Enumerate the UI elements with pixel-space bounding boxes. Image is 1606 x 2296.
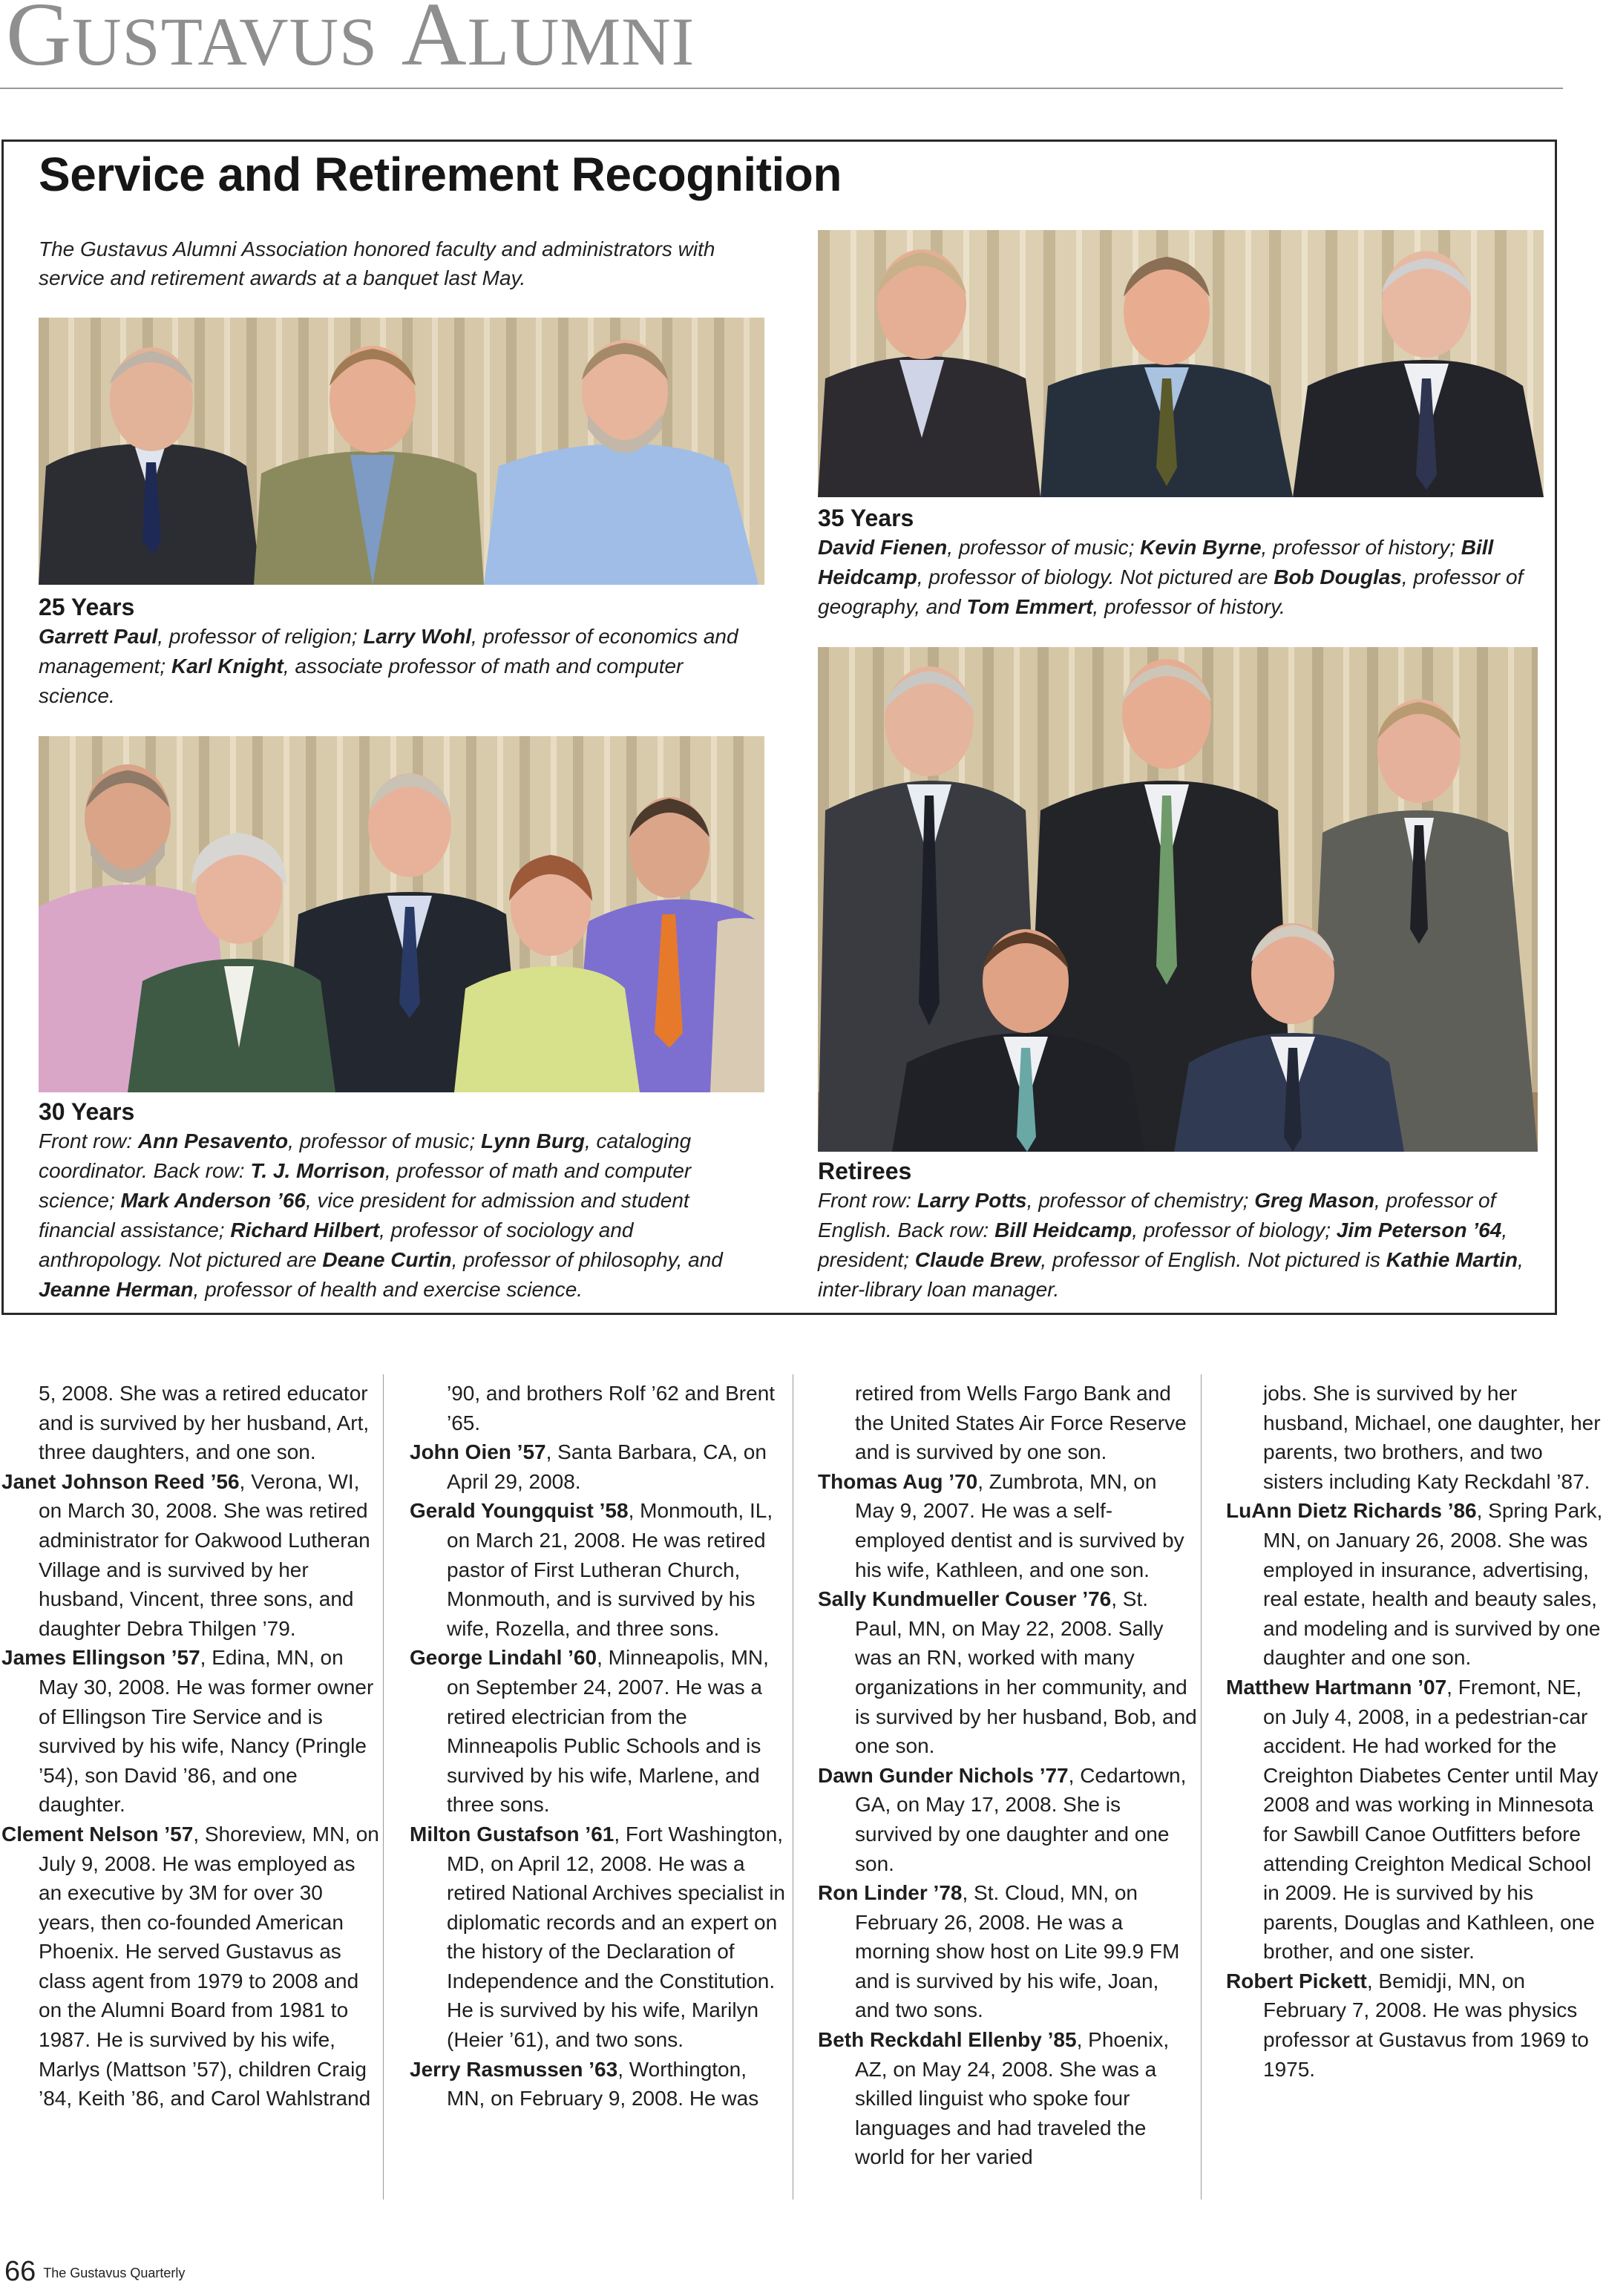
photo-25-years <box>39 318 764 585</box>
obituary-continuation: ’90, and brothers Rolf ’62 and Brent ’65. <box>447 1382 776 1434</box>
masthead-rule <box>0 88 1563 89</box>
obituary-entry <box>1226 1673 1606 1967</box>
honoree-name: Garrett Paul <box>39 625 158 648</box>
photo-35-years <box>818 230 1544 497</box>
caption-run: , professor of English. Not pictured is <box>1040 1248 1386 1271</box>
obituary-entry <box>410 1496 790 1643</box>
page-number: 66 <box>4 2256 36 2287</box>
obituary-name: Dawn Gunder Nichols ’77 <box>818 1763 1069 1787</box>
honoree-name: Bob Douglas <box>1274 565 1402 588</box>
caption-heading: Retirees <box>818 1158 912 1184</box>
obituary-name: Thomas Aug ’70 <box>818 1469 978 1493</box>
obituary-text: , Bemidji, MN, on February 7, 2008. He was physics professor at Gustavus from 1969 to 1975. <box>1263 1969 1589 2081</box>
obituary-text: , St. Paul, MN, on May 22, 2008. Sally was an RN, worked with many organizations in her community, and is survived by her husband, Bob, and one son. <box>855 1587 1197 1758</box>
photo-retirees <box>818 647 1538 1152</box>
obituary-entry <box>1226 1967 1606 2084</box>
masthead-lumni: LUMNI <box>467 4 695 79</box>
obituary-entry <box>818 1467 1198 1584</box>
caption-run: , professor of history; <box>1261 536 1461 559</box>
caption-retirees <box>818 1156 1545 1305</box>
caption-text <box>818 533 1575 622</box>
obituary-entry <box>1 1643 381 1820</box>
obituary-name: Sally Kundmueller Couser ’76 <box>818 1587 1112 1611</box>
obituary-column-4 <box>1226 1379 1606 2084</box>
obituary-name: John Oien ’57 <box>410 1440 546 1464</box>
publication-name: The Gustavus Quarterly <box>43 2266 186 2280</box>
honoree-name: Greg Mason <box>1254 1189 1374 1212</box>
honoree-name: Kevin Byrne <box>1140 536 1262 559</box>
obituary-entry <box>818 1584 1198 1761</box>
obituary-text: , Verona, WI, on March 30, 2008. She was retired administrator for Oakwood Lutheran Village and is survived by her husband, Vincent, three sons, and daughter Debra Thilgen ’79. <box>39 1469 370 1640</box>
column-divider <box>383 1374 384 2200</box>
obituary-text: , Spring Park, MN, on January 26, 2008. She was employed in insurance, advertising, real estate, health and beauty sales, and modeling and is survived by one daughter and one son. <box>1263 1499 1603 1670</box>
caption-run: , inter-library loan manager. <box>818 1248 1524 1301</box>
honoree-name: Claude Brew <box>914 1248 1041 1271</box>
obituary-name: George Lindahl ’60 <box>410 1646 597 1670</box>
obituary-entry <box>410 1820 790 2055</box>
honoree-name: Tom Emmert <box>966 595 1093 618</box>
obituary-text: , Zumbrota, MN, on May 9, 2007. He was a self-employed dentist and is survived by his wife, Kathleen, and one son. <box>855 1469 1184 1581</box>
obituary-entry <box>1226 1496 1606 1673</box>
page-footer <box>4 2256 185 2288</box>
obituary-text: , Santa Barbara, CA, on April 29, 2008. <box>447 1440 767 1493</box>
honoree-name: Kathie Martin <box>1386 1248 1518 1271</box>
caption-text <box>818 1186 1545 1305</box>
caption-30-years <box>39 1097 758 1305</box>
honoree-name: Jim Peterson ’64 <box>1336 1218 1502 1242</box>
column-divider <box>1201 1374 1202 2200</box>
masthead-a: A <box>401 0 468 85</box>
honoree-name: T. J. Morrison <box>250 1159 385 1182</box>
caption-run: , professor of music; <box>947 536 1141 559</box>
obituary-name: Beth Reckdahl Ellenby ’85 <box>818 2028 1077 2052</box>
obituary-entry <box>1 1467 381 1644</box>
photo-30-years <box>39 736 764 1092</box>
honoree-name: Karl Knight <box>171 655 283 678</box>
feature-intro: The Gustavus Alumni Association honored faculty and administrators with service and retirement awards at a banquet last May. <box>39 237 715 289</box>
feature-title: Service and Retirement Recognition <box>39 148 842 201</box>
caption-heading: 30 Years <box>39 1098 135 1125</box>
obituary-text: , Edina, MN, on May 30, 2008. He was former owner of Ellingson Tire Service and is survived by his wife, Nancy (Pringle ’54), son David ’86, and one daughter. <box>39 1646 374 1817</box>
obituary-continuation: retired from Wells Fargo Bank and the United States Air Force Reserve and is survived by one son. <box>855 1382 1187 1464</box>
obituary-entry <box>410 1643 790 1820</box>
obituary-entry <box>410 2055 790 2113</box>
caption-run: , professor of biology. Not pictured are <box>917 565 1274 588</box>
obituary-text: , Monmouth, IL, on March 21, 2008. He was retired pastor of First Lutheran Church, Monmouth, and is survived by his wife, Rozella, and three sons. <box>447 1499 773 1640</box>
caption-run: , vice president for admission and student financial assistance; <box>39 1189 689 1242</box>
caption-run: , professor of health and exercise science. <box>193 1278 583 1301</box>
obituary-name: Ron Linder ’78 <box>818 1881 963 1905</box>
honoree-name: Ann Pesavento <box>137 1129 289 1152</box>
obituary-name: Milton Gustafson ’61 <box>410 1822 614 1846</box>
obituary-name: Jerry Rasmussen ’63 <box>410 2057 618 2081</box>
caption-run: , professor of math and computer science; <box>39 1159 692 1212</box>
honoree-name: Jeanne Herman <box>39 1278 194 1301</box>
obituary-text: , St. Cloud, MN, on February 26, 2008. He was a morning show host on Lite 99.9 FM and is survived by his wife, Joan, and two sons. <box>855 1881 1180 2022</box>
obituary-continuation: jobs. She is survived by her husband, Michael, one daughter, her parents, two brothers, and two sisters including Katy Reckdahl ’87. <box>1263 1382 1601 1493</box>
honoree-name: Richard Hilbert <box>230 1218 380 1242</box>
caption-run: , professor of sociology and anthropology. Not pictured are <box>39 1218 634 1271</box>
honoree-name: David Fienen <box>818 536 948 559</box>
obituary-text: , Cedartown, GA, on May 17, 2008. She is survived by one daughter and one son. <box>855 1763 1187 1875</box>
obituary-name: Matthew Hartmann ’07 <box>1226 1675 1447 1699</box>
obituary-text: , Phoenix, AZ, on May 24, 2008. She was a skilled linguist who spoke four languages and had traveled the world for her varied <box>855 2028 1170 2169</box>
caption-25-years <box>39 592 751 711</box>
caption-text <box>39 1126 758 1305</box>
caption-run: , professor of economics and management; <box>39 625 738 678</box>
obituary-entry <box>818 2025 1198 2172</box>
obituary-name: Gerald Youngquist ’58 <box>410 1499 629 1523</box>
obituary-entry <box>818 1878 1198 2025</box>
obituary-name: LuAnn Dietz Richards ’86 <box>1226 1499 1477 1523</box>
caption-run: , professor of biology; <box>1132 1218 1337 1242</box>
obituary-entry <box>818 1761 1198 1878</box>
honoree-name: Deane Curtin <box>322 1248 452 1271</box>
obituary-name: Janet Johnson Reed ’56 <box>1 1469 240 1493</box>
obituary-text: , Fremont, NE, on July 4, 2008, in a pedestrian-car accident. He had worked for the Creighton Diabetes Center until May 2008 and was working in Minnesota for Sawbill Canoe Outfitters before attending Creighton Medical School in 2009. He is survived by his parents, Douglas and Kathleen, one brother, and one sister. <box>1263 1675 1599 1964</box>
obituary-text: , Minneapolis, MN, on September 24, 2007. He was a retired electrician from the Minneapolis Public Schools and is survived by his wife, Marlene, and three sons. <box>447 1646 769 1817</box>
obituary-entry <box>1 1820 381 2113</box>
caption-run: , professor of history. <box>1092 595 1285 618</box>
caption-run: , professor of chemistry; <box>1026 1189 1255 1212</box>
obituary-column-1 <box>1 1379 381 2113</box>
caption-35-years <box>818 503 1575 622</box>
caption-run: , professor of music; <box>288 1129 481 1152</box>
honoree-name: Bill Heidcamp <box>818 536 1494 588</box>
honoree-name: Larry Wohl <box>363 625 472 648</box>
caption-heading: 35 Years <box>818 505 914 531</box>
obituary-entry <box>410 1437 790 1496</box>
obituary-name: James Ellingson ’57 <box>1 1646 200 1670</box>
caption-run: Front row: <box>39 1129 138 1152</box>
obituary-column-2 <box>410 1379 790 2113</box>
obituary-column-3 <box>818 1379 1198 2172</box>
caption-run: , professor of religion; <box>157 625 364 648</box>
caption-run: , associate professor of math and computer science. <box>39 655 684 707</box>
caption-run: , professor of English. Back row: <box>818 1189 1496 1242</box>
masthead-g: G <box>6 0 73 85</box>
honoree-name: Bill Heidcamp <box>994 1218 1133 1242</box>
caption-text <box>39 622 751 711</box>
honoree-name: Lynn Burg <box>480 1129 585 1152</box>
obituary-text: , Fort Washington, MD, on April 12, 2008. He was a retired National Archives specialist in diplomatic records and an expert on the history of the Declaration of Independence and the Constitution. He is survived by his wife, Marilyn (Heier ’61), and two sons. <box>447 1822 785 2052</box>
masthead-ustavus: USTAVUS <box>72 4 378 79</box>
obituary-text: , Shoreview, MN, on July 9, 2008. He was employed as an executive by 3M for over 30 years, then co-founded American Phoenix. He served Gustavus as class agent from 1979 to 2008 and on the Alumni Board from 1981 to 1987. He is survived by his wife, Marlys (Mattson ’57), children Craig ’84, Keith ’86, and Carol Wahlstrand <box>39 1822 379 2110</box>
obituary-continuation: 5, 2008. She was a retired educator and is survived by her husband, Art, three daughters, and one son. <box>39 1382 370 1464</box>
caption-run: , professor of geography, and <box>818 565 1524 618</box>
caption-run: , professor of philosophy, and <box>451 1248 723 1271</box>
obituary-name: Robert Pickett <box>1226 1969 1367 1992</box>
caption-run: , president; <box>818 1218 1508 1271</box>
obituary-text: , Worthington, MN, on February 9, 2008. He was <box>447 2057 759 2110</box>
masthead-title <box>6 0 695 85</box>
caption-heading: 25 Years <box>39 594 135 620</box>
caption-run: Front row: <box>818 1189 917 1212</box>
honoree-name: Mark Anderson ’66 <box>120 1189 306 1212</box>
caption-run: , cataloging coordinator. Back row: <box>39 1129 692 1182</box>
honoree-name: Larry Potts <box>917 1189 1027 1212</box>
obituary-name: Clement Nelson ’57 <box>1 1822 194 1846</box>
